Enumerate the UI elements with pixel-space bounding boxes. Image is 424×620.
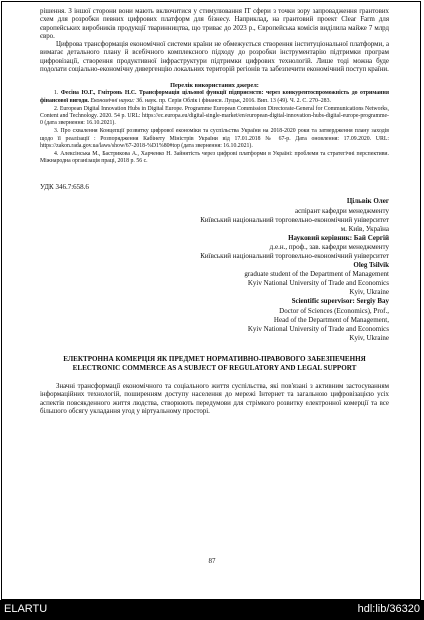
intro-paragraph-2: Цифрова трансформація економічної системи країни не обмежується створення інституціональної платформи, а вимагає детального плану й всебічного комплексного підходу до розробки інструментарію підтримки програм цифровізації, створення продуктивної інфраструктури підтримки цифрових технологій. Лише тоді можна буде подолати соціально-економічну дивергенцію локальних територій регіонів та забезпечити економічний поступ країни. bbox=[40, 41, 389, 74]
author-name-en: Oleg Tsilvik bbox=[353, 261, 389, 270]
body-paragraph: Значні трансформації економічного та соціального життя суспільства, які пов'язані з активним застосуванням інформаційних технологій, поширенням доступу населення до мережі Інтернет та загальною цифровізацією усіх аспектів повсякденного життя людства, створюють передумови для стрімкого розвитку електронної комерції та все більшого обсягу укладання угод у віртуальному просторі. bbox=[40, 382, 389, 415]
supervisor-university-ua: Київський національний торговельно-економічний університет bbox=[200, 251, 389, 260]
author-university-en: Kyiv National University of Trade and Economics bbox=[247, 279, 389, 288]
supervisor-title-en: Head of the Department of Management, bbox=[273, 315, 389, 324]
author-city-ua: м. Київ, Україна bbox=[340, 224, 389, 233]
author-position-en: graduate student of the Department of Management bbox=[244, 270, 389, 279]
supervisor-ua: Науковий керівник: Бай Сергій bbox=[288, 233, 389, 242]
supervisor-title-ua: д.е.н., проф., зав. кафедри менеджменту bbox=[269, 242, 389, 251]
page-number: 87 bbox=[208, 557, 216, 565]
author-block bbox=[40, 197, 389, 343]
reference-item-1: 1. Фесіна Ю.Г., Гмітронь Н.С. Трансформація цільової функції підприємств: через конкурентоспроможність до отримання фінансової вигоди. Економічні науки: Зб. наук. пр. Серія Облік і фінанси. Луцьк, 2016. Вип. 13 (49). Ч. 2. С. 270–283. bbox=[40, 90, 389, 104]
author-university-ua: Київський національний торговельно-економічний університет bbox=[200, 215, 389, 224]
supervisor-degree-en: Doctor of Sciences (Economics), Prof., bbox=[279, 306, 389, 315]
udk-code: УДК 346.7:658.6 bbox=[40, 183, 89, 192]
footer-bar bbox=[0, 600, 424, 620]
supervisor-en: Scientific supervisor: Sergiy Bay bbox=[291, 297, 389, 306]
footer-handle-label: hdl:lib/36320 bbox=[357, 603, 420, 615]
author-name-ua: Цільвік Олег bbox=[346, 197, 389, 206]
footer-repository-label: ELARTU bbox=[4, 603, 48, 615]
supervisor-university-en: Kyiv National University of Trade and Economics bbox=[247, 324, 389, 333]
author-city-en: Kyiv, Ukraine bbox=[349, 288, 389, 297]
article-title-ua: ЕЛЕКТРОННА КОМЕРЦІЯ ЯК ПРЕДМЕТ НОРМАТИВНО-ПРАВОВОГО ЗАБЕЗПЕЧЕННЯ bbox=[63, 354, 366, 363]
article-title-en: ELECTRONIC COMMERCE AS A SUBJECT OF REGULATORY AND LEGAL SUPPORT bbox=[72, 363, 357, 372]
reference-item-3: 3. Про схвалення Концепції розвитку цифрової економіки та суспільства України на 2018-2020 роки та затвердження плану заходів щодо її реалізації : Розпорядження Кабінету Міністрів України від 17.01.2018 № 67-р. Дата оновлення: 17.09.2020. URL: https://zakon.rada.gov.ua/laws/show/67-2018-%D1%80#top (дата звернення: 16.10.2021). bbox=[40, 128, 389, 149]
document-page bbox=[40, 8, 389, 416]
intro-paragraph-1: рішення. З іншої сторони вони мають включитися у стимулювання ІТ сфери з точки зору запровадження грантових схем для розробки певних цифрових платформ для бізнесу. Наприклад, на грантовий проект Clear Farm для європейських виробників продукції тваринництва, що триває до 2023 р., Європейська комісія виділила майже 7 млрд євро. bbox=[40, 8, 389, 40]
reference-item-4: 4. Алексінська М., Бастрикова А., Харченко Н. Зайнятість через цифрові платформи в Україні: проблеми та стратегічні перспективи. Міжнародна організація праці, 2018 р. 56 с. bbox=[40, 151, 389, 165]
supervisor-city-en: Kyiv, Ukraine bbox=[349, 333, 389, 342]
author-position-ua: аспірант кафедри менеджменту bbox=[294, 206, 389, 215]
reference-item-2: 2. European Digital Innovation Hubs in Digital Europe. Programme European Commission Directorate-General for Communications Networks, Content and Technology. 2020. 54 p. URL: https://ec.europa.eu/digital-single-market/en/european-digital-innovation-hubs-digital-europe-programme-0 (дата звернення: 16.10.2021). bbox=[40, 105, 389, 127]
references-title: Перелік використаних джерел: bbox=[170, 82, 259, 90]
